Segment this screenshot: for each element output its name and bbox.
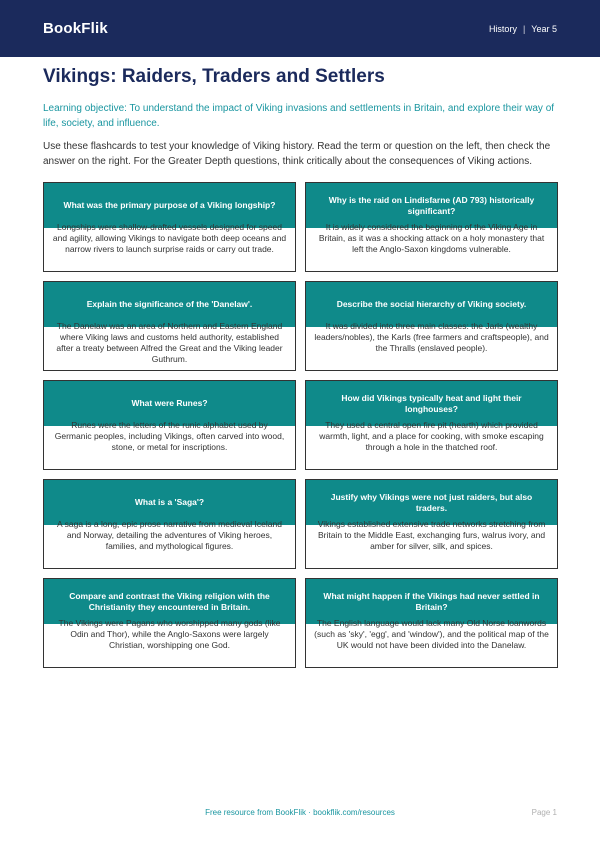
flashcard-question: What was the primary purpose of a Viking longship? xyxy=(44,183,295,228)
flashcard-answer: Runes were the letters of the runic alphabet used by Germanic peoples, including Vikings, often carved into wood, stone, or metal for inscriptions. xyxy=(54,420,285,452)
flashcard xyxy=(305,380,558,470)
flashcard xyxy=(305,578,558,668)
page-number: Page 1 xyxy=(531,808,557,817)
footer-text[interactable]: Free resource from BookFlik · bookflik.com/resources xyxy=(205,808,395,817)
flashcard-question: Describe the social hierarchy of Viking society. xyxy=(306,282,557,327)
flashcard xyxy=(305,479,558,569)
flashcard xyxy=(43,281,296,371)
subject-label: History xyxy=(488,23,517,34)
breadcrumb-separator: | xyxy=(522,23,526,34)
flashcard-question: Compare and contrast the Viking religion with the Christianity they encountered in Britain. xyxy=(44,579,295,624)
flashcard-question: What might happen if the Vikings had never settled in Britain? xyxy=(306,579,557,624)
flashcard-question: Justify why Vikings were not just raiders, but also traders. xyxy=(306,480,557,525)
flashcard xyxy=(43,380,296,470)
flashcard xyxy=(43,479,296,569)
flashcard-answer: Longships were shallow-drafted vessels designed for speed and agility, allowing Vikings to navigate both deep oceans and narrow rivers to launch surprise raids or carry out trade. xyxy=(52,222,287,254)
flashcard-question: Why is the raid on Lindisfarne (AD 793) historically significant? xyxy=(306,183,557,228)
year-label: Year 5 xyxy=(531,23,557,34)
flashcard-grid xyxy=(43,182,558,668)
instructions: Use these flashcards to test your knowledge of Viking history. Read the term or question on the left, then check the answer on the right. For the Greater Depth questions, think critically about the consequences of Viking actions. xyxy=(43,141,551,167)
flashcard-question: Explain the significance of the 'Danelaw'. xyxy=(44,282,295,327)
flashcard-answer: A saga is a long, epic prose narrative from medieval Iceland and Norway, detailing the adventures of Viking heroes, families, and mythological figures. xyxy=(57,519,282,551)
header-bar xyxy=(0,0,600,57)
flashcard xyxy=(305,182,558,272)
flashcard-question: What is a 'Saga'? xyxy=(44,480,295,525)
flashcard xyxy=(43,578,296,668)
flashcard xyxy=(305,281,558,371)
page-title: Vikings: Raiders, Traders and Settlers xyxy=(43,66,385,87)
learning-objective: Learning objective: To understand the impact of Viking invasions and settlements in Britain, and explore their way of life, society, and influence. xyxy=(43,103,555,129)
flashcard-answer: They used a central open fire pit (hearth) which provided warmth, light, and a place for cooking, with smoke escaping through a hole in the thatched roof. xyxy=(319,420,544,452)
flashcard-answer: The Vikings were Pagans who worshipped many gods (like Odin and Thor), while the Anglo-Saxons were largely Christian, worshipping one God. xyxy=(58,618,281,650)
flashcard-answer: It was divided into three main classes: the Jarls (wealthy leaders/nobles), the Karls (free farmers and craftspeople), and the Thralls (enslaved people). xyxy=(314,321,549,353)
brand-logo[interactable]: BookFlik xyxy=(43,20,108,37)
flashcard-answer: The Danelaw was an area of Northern and Eastern England where Viking laws and customs held authority, established after a treaty between Alfred the Great and the Viking leader Guthrum. xyxy=(56,321,283,364)
flashcard-answer: The English language would lack many Old Norse loanwords (such as 'sky', 'egg', and 'window'), and the political map of the UK would not have been divided into the Danelaw. xyxy=(314,618,549,650)
breadcrumb xyxy=(489,24,557,34)
flashcard-answer: It is widely considered the beginning of the Viking Age in Britain, as it was a shocking attack on a holy monastery that left the Anglo-Saxon kingdoms vulnerable. xyxy=(318,222,545,254)
flashcard-answer: Vikings established extensive trade networks stretching from Britain to the Middle East, exchanging furs, walrus ivory, and amber for silver, silk, and spices. xyxy=(317,519,546,551)
flashcard xyxy=(43,182,296,272)
flashcard-question: What were Runes? xyxy=(44,381,295,426)
flashcard-question: How did Vikings typically heat and light their longhouses? xyxy=(306,381,557,426)
